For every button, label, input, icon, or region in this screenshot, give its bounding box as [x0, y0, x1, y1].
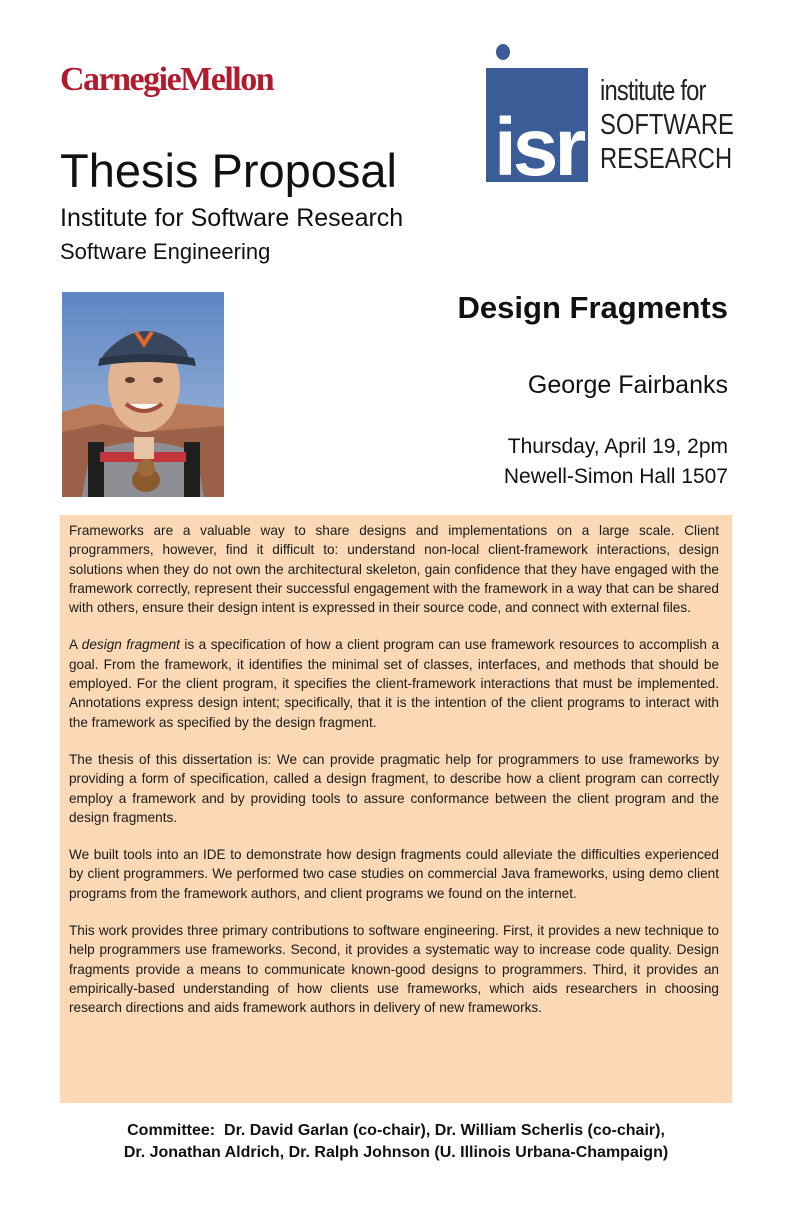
abstract-paragraph-4: We built tools into an IDE to demonstrate how design fragments could alleviate the difficulties experienced by client programmers. We performed two case studies on commercial Java frameworks, using demo client programs from the framework authors, and client programs we found on the internet. [69, 847, 719, 901]
abstract-paragraph-5: This work provides three primary contributions to software engineering. First, it provides a new technique to help programmers use frameworks. Second, it provides a systematic way to increase code quality. Design fragments provide a means to communicate known-good designs to programmers. Third, it provides an empirically-based understanding of how clients use frameworks, which aids researchers in choosing research directions and aids framework authors in delivery of new frameworks. [69, 923, 719, 1016]
isr-logo-wordmark [600, 74, 763, 176]
talk-title: Design Fragments [457, 290, 728, 325]
isr-logo-letters: isr [494, 102, 583, 193]
abstract-paragraph-1: Frameworks are a valuable way to share designs and implementations on a large scale. Client programmers, however, find it difficult to: understand non-local client-framework interactions, design solutions when they do not own the architectural skeleton, gain confidence that they have engaged with the framework correctly, represent their successful engagement with the framework in a way that can be shared with others, ensure their design intent is expressed in their source code, and connect with external files. [69, 523, 719, 616]
isr-logo-line1: institute for [600, 75, 706, 107]
isr-logo-line3: RESEARCH [600, 143, 733, 175]
speaker-name: George Fairbanks [527, 371, 728, 399]
event-date-time: Thursday, April 19, 2pm [507, 435, 728, 458]
event-location: Newell-Simon Hall 1507 [503, 465, 728, 488]
abstract-p2-rest: is a specification of how a client program can use framework resources to accomplish a goal. From the framework, it identifies the minimal set of classes, interfaces, and methods that should be employed. For the client program, it specifies the client-framework interactions that must be implemented. Annotations express design intent; specifically, that it is the intention of the client programs to interact with the framework as specified by the design fragment. [69, 637, 720, 730]
institute-name: Institute for Software Research [60, 204, 404, 232]
abstract-p2-term: design fragment [81, 637, 180, 653]
abstract-paragraph-3: The thesis of this dissertation is: We can provide pragmatic help for programmers to use frameworks by providing a form of specification, called a design fragment, to describe how a client program can correctly employ a framework and by providing tools to assure conformance between the client program and the design fragments. [69, 751, 719, 825]
abstract-paragraph-2 [69, 635, 719, 731]
abstract-box [60, 515, 732, 1103]
speaker-photo [62, 292, 224, 497]
isr-logo-dot [496, 44, 510, 60]
committee-line-1: Committee: Dr. David Garlan (co-chair), Dr. William Scherlis (co-chair), [127, 1122, 665, 1139]
isr-logo-line2: SOFTWARE [600, 109, 734, 141]
speaker-photo-illustration [62, 292, 224, 497]
committee-line-2: Dr. Jonathan Aldrich, Dr. Ralph Johnson (U. Illinois Urbana-Champaign) [123, 1144, 669, 1161]
carnegie-mellon-logo: CarnegieMellon [60, 61, 274, 98]
abstract-p2-prefix: A [69, 637, 82, 653]
program-name: Software Engineering [60, 239, 271, 264]
isr-logo [486, 44, 734, 193]
isr-logo-block [486, 68, 588, 193]
event-type-heading: Thesis Proposal [60, 144, 397, 197]
committee-list [60, 1120, 732, 1164]
